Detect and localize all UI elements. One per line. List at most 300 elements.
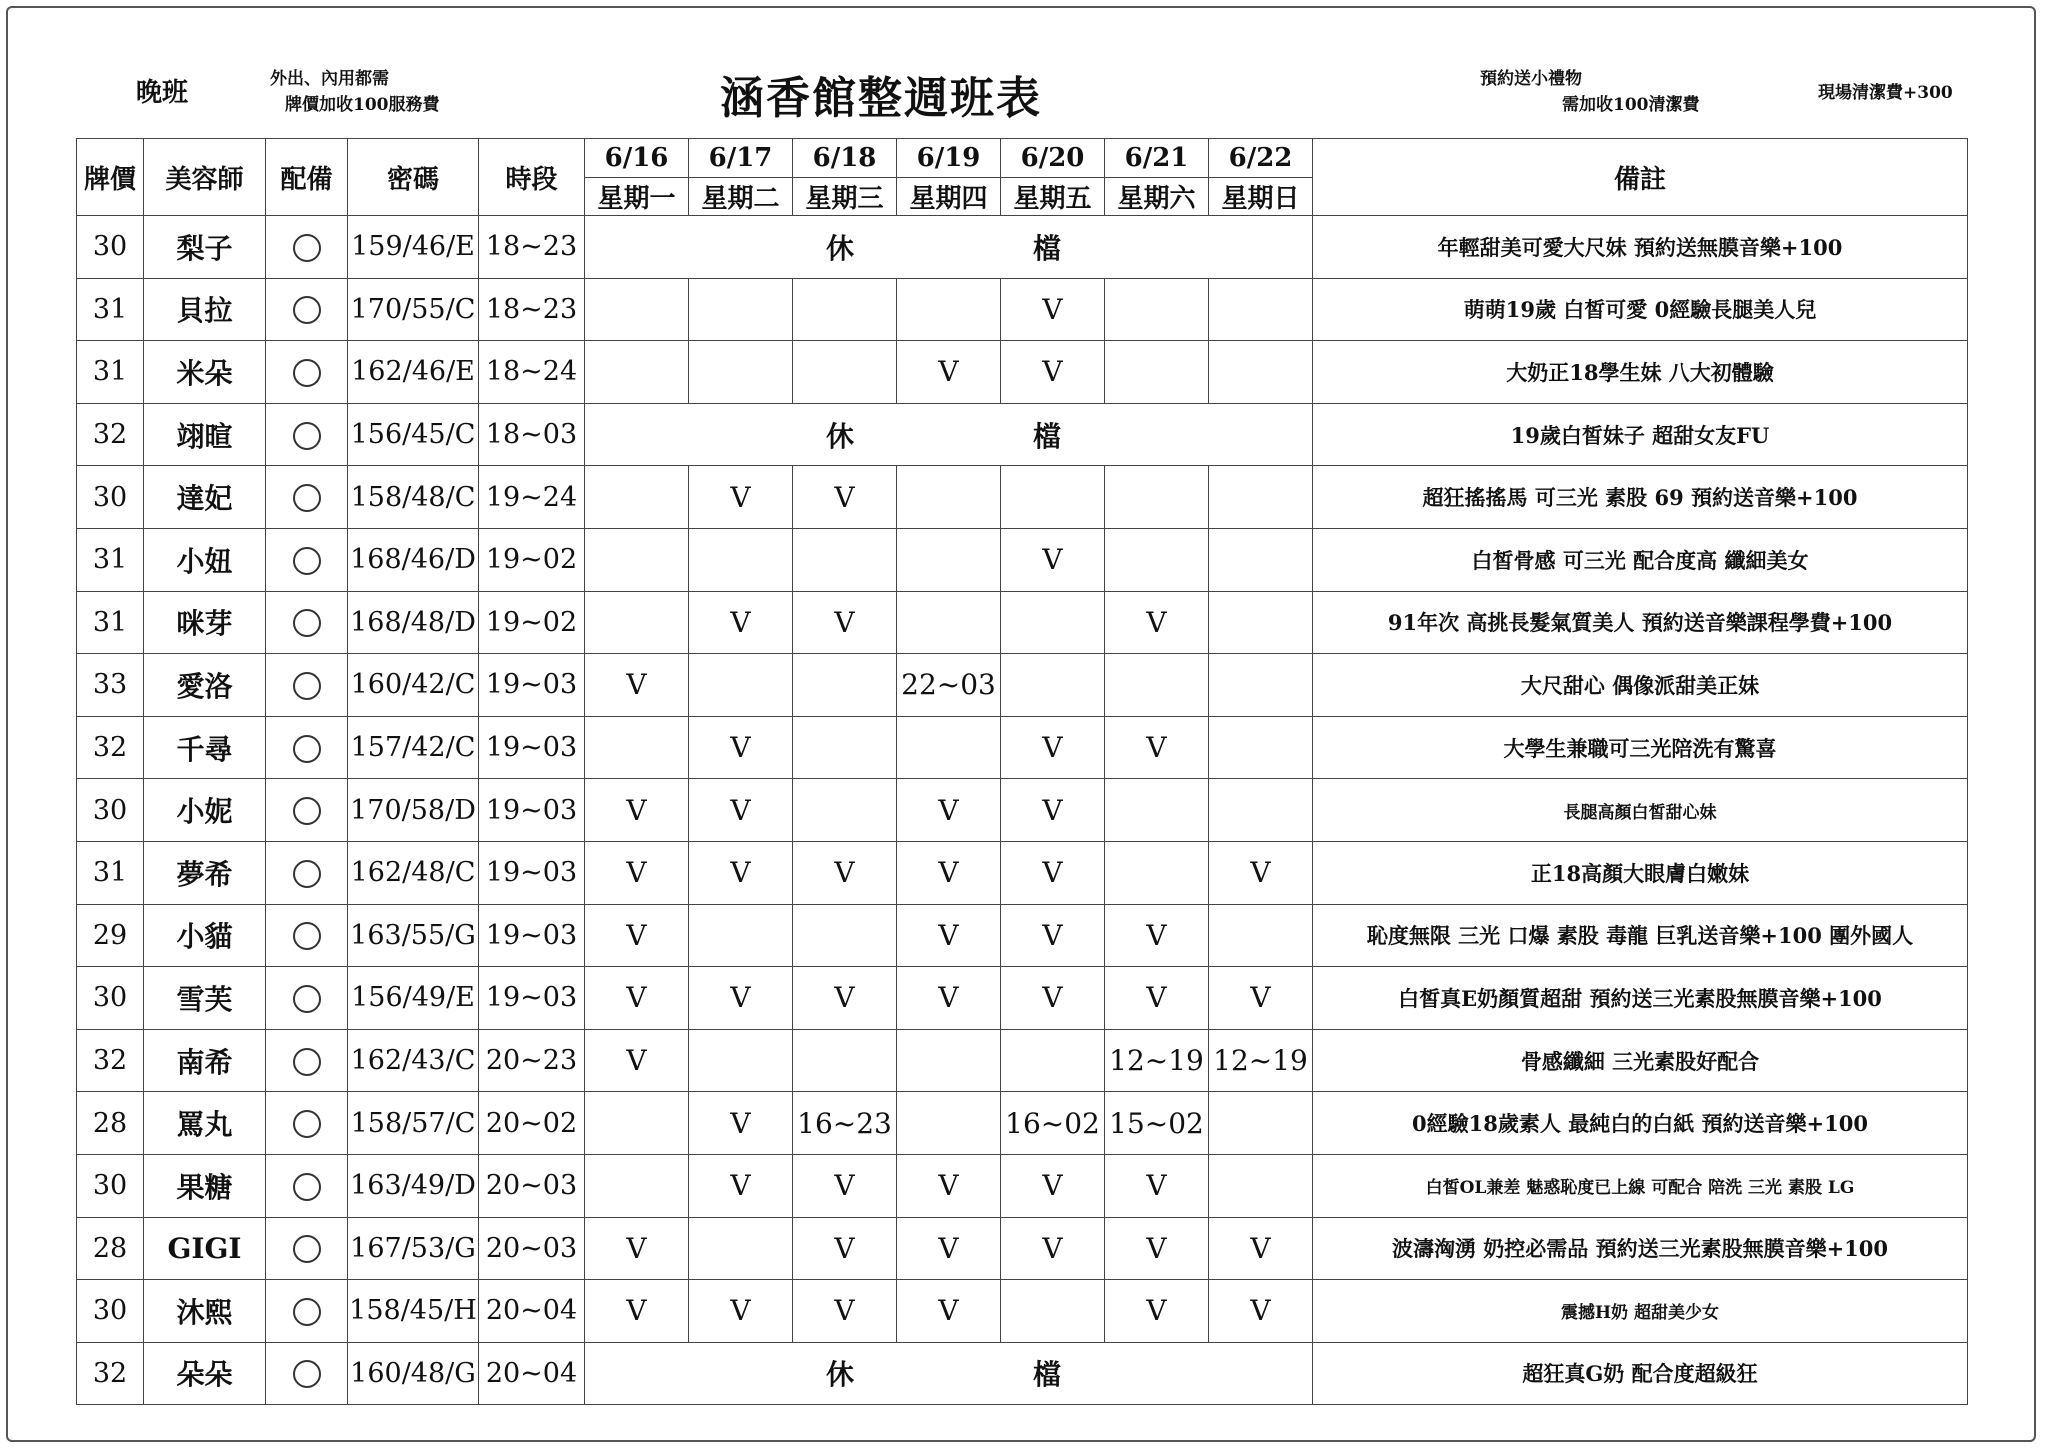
day-cell (1105, 528, 1209, 591)
weekly-schedule-table (76, 138, 1968, 1405)
day-cell (689, 904, 793, 967)
equip-cell (266, 841, 348, 904)
day-cell (793, 654, 897, 717)
day-off-cell (585, 1342, 1313, 1405)
price-cell: 31 (77, 528, 144, 591)
time-slot-cell: 20~03 (479, 1217, 585, 1280)
day-cell (1209, 278, 1313, 341)
remark-cell: 0經驗18歲素人 最純白的白紙 預約送音樂+100 (1313, 1092, 1968, 1155)
price-cell: 31 (77, 841, 144, 904)
day-cell: V (585, 1029, 689, 1092)
day-cell (1209, 654, 1313, 717)
stylist-name-cell: 咪芽 (144, 591, 266, 654)
stylist-name-cell: 小貓 (144, 904, 266, 967)
price-cell: 28 (77, 1092, 144, 1155)
col-header-time: 時段 (479, 139, 585, 216)
time-slot-cell: 20~04 (479, 1342, 585, 1405)
stylist-name-cell: 夢希 (144, 841, 266, 904)
remark-cell: 超狂搖搖馬 可三光 素股 69 預約送音樂+100 (1313, 466, 1968, 529)
day-cell: V (1001, 1217, 1105, 1280)
stylist-name-cell: 南希 (144, 1029, 266, 1092)
circle-mark-icon (293, 922, 321, 950)
day-cell: V (689, 841, 793, 904)
day-cell: V (897, 1217, 1001, 1280)
day-cell (585, 1092, 689, 1155)
day-cell: V (793, 1154, 897, 1217)
stylist-name-cell: 小妮 (144, 779, 266, 842)
day-cell: V (897, 841, 1001, 904)
stylist-name-cell: 朵朵 (144, 1342, 266, 1405)
time-slot-cell: 19~03 (479, 654, 585, 717)
remark-cell: 大奶正18學生妹 八大初體驗 (1313, 341, 1968, 404)
day-cell (585, 278, 689, 341)
day-cell: V (1209, 1280, 1313, 1343)
day-cell (1209, 528, 1313, 591)
col-header-date: 6/21 (1105, 139, 1209, 178)
password-cell: 170/58/D (348, 779, 479, 842)
price-cell: 29 (77, 904, 144, 967)
remark-cell: 長腿高顏白皙甜心妹 (1313, 779, 1968, 842)
day-off-label: 休 (826, 231, 855, 265)
day-cell: V (1001, 716, 1105, 779)
day-cell: V (585, 1217, 689, 1280)
time-slot-cell: 20~03 (479, 1154, 585, 1217)
password-cell: 160/48/G (348, 1342, 479, 1405)
equip-cell (266, 1092, 348, 1155)
table-row (77, 967, 1968, 1030)
day-cell: V (1209, 967, 1313, 1030)
table-row (77, 841, 1968, 904)
time-slot-cell: 18~24 (479, 341, 585, 404)
col-header-stylist: 美容師 (144, 139, 266, 216)
service-fee-note-line1: 外出、內用都需 (270, 69, 389, 89)
day-cell (793, 278, 897, 341)
day-cell (1001, 1029, 1105, 1092)
table-row (77, 216, 1968, 279)
price-cell: 32 (77, 1029, 144, 1092)
table-row (77, 403, 1968, 466)
day-cell (897, 1029, 1001, 1092)
price-cell: 31 (77, 591, 144, 654)
gift-note-line1: 預約送小禮物 (1480, 69, 1582, 89)
day-cell (1209, 1154, 1313, 1217)
password-cell: 168/46/D (348, 528, 479, 591)
stylist-name-cell: 沐熙 (144, 1280, 266, 1343)
remark-cell: 白皙真E奶顏質超甜 預約送三光素股無膜音樂+100 (1313, 967, 1968, 1030)
day-cell (1105, 841, 1209, 904)
time-slot-cell: 20~23 (479, 1029, 585, 1092)
day-cell (1001, 591, 1105, 654)
day-cell (689, 341, 793, 404)
equip-cell (266, 1029, 348, 1092)
circle-mark-icon (293, 484, 321, 512)
col-header-weekday: 星期日 (1209, 178, 1313, 216)
password-cell: 159/46/E (348, 216, 479, 279)
price-cell: 30 (77, 466, 144, 529)
day-cell: 15~02 (1105, 1092, 1209, 1155)
circle-mark-icon (293, 672, 321, 700)
day-cell: V (1001, 904, 1105, 967)
time-slot-cell: 18~23 (479, 216, 585, 279)
day-cell: V (689, 779, 793, 842)
day-cell: V (897, 967, 1001, 1030)
time-slot-cell: 19~03 (479, 904, 585, 967)
circle-mark-icon (293, 797, 321, 825)
time-slot-cell: 19~02 (479, 528, 585, 591)
day-cell: V (1001, 841, 1105, 904)
day-cell (897, 1092, 1001, 1155)
time-slot-cell: 18~23 (479, 278, 585, 341)
day-cell (1209, 716, 1313, 779)
day-cell: V (1105, 967, 1209, 1030)
day-cell: V (1105, 904, 1209, 967)
day-cell (793, 904, 897, 967)
price-cell: 30 (77, 216, 144, 279)
day-cell: V (689, 466, 793, 529)
col-header-date: 6/16 (585, 139, 689, 178)
circle-mark-icon (293, 1048, 321, 1076)
day-cell: 12~19 (1105, 1029, 1209, 1092)
day-cell: V (585, 904, 689, 967)
table-row (77, 716, 1968, 779)
circle-mark-icon (293, 985, 321, 1013)
table-row (77, 528, 1968, 591)
time-slot-cell: 18~03 (479, 403, 585, 466)
day-cell: V (1001, 341, 1105, 404)
day-cell (689, 528, 793, 591)
day-cell: V (1105, 1280, 1209, 1343)
day-cell: V (585, 779, 689, 842)
day-cell (585, 466, 689, 529)
day-cell: V (689, 1092, 793, 1155)
circle-mark-icon (293, 860, 321, 888)
time-slot-cell: 20~02 (479, 1092, 585, 1155)
stylist-name-cell: 愛洛 (144, 654, 266, 717)
table-row (77, 1280, 1968, 1343)
day-cell: V (1001, 779, 1105, 842)
circle-mark-icon (293, 1235, 321, 1263)
equip-cell (266, 716, 348, 779)
day-cell (1001, 654, 1105, 717)
password-cell: 167/53/G (348, 1217, 479, 1280)
day-cell: V (1209, 1217, 1313, 1280)
password-cell: 162/48/C (348, 841, 479, 904)
day-cell: V (1105, 591, 1209, 654)
remark-cell: 白皙骨感 可三光 配合度高 纖細美女 (1313, 528, 1968, 591)
password-cell: 162/43/C (348, 1029, 479, 1092)
day-cell: V (897, 341, 1001, 404)
cleaning-fee-note: 現場清潔費+300 (1818, 83, 1953, 103)
day-cell (1105, 466, 1209, 529)
day-cell (689, 654, 793, 717)
remark-cell: 恥度無限 三光 口爆 素股 毒龍 巨乳送音樂+100 團外國人 (1313, 904, 1968, 967)
day-cell (793, 779, 897, 842)
shift-label: 晚班 (136, 78, 189, 108)
stylist-name-cell: 貝拉 (144, 278, 266, 341)
equip-cell (266, 528, 348, 591)
day-cell: V (585, 654, 689, 717)
table-row (77, 1154, 1968, 1217)
table-row (77, 1029, 1968, 1092)
day-cell: 12~19 (1209, 1029, 1313, 1092)
day-cell: V (793, 841, 897, 904)
col-header-password: 密碼 (348, 139, 479, 216)
password-cell: 156/49/E (348, 967, 479, 1030)
time-slot-cell: 19~03 (479, 716, 585, 779)
col-header-date: 6/17 (689, 139, 793, 178)
day-off-cell (585, 216, 1313, 279)
stylist-name-cell: 翊暄 (144, 403, 266, 466)
remark-cell: 年輕甜美可愛大尺妹 預約送無膜音樂+100 (1313, 216, 1968, 279)
stylist-name-cell: 罵丸 (144, 1092, 266, 1155)
page-title: 涵香館整週班表 (720, 73, 1042, 124)
equip-cell (266, 904, 348, 967)
table-row (77, 591, 1968, 654)
time-slot-cell: 19~03 (479, 967, 585, 1030)
equip-cell (266, 216, 348, 279)
equip-cell (266, 1154, 348, 1217)
stylist-name-cell: 雪芙 (144, 967, 266, 1030)
day-cell (585, 528, 689, 591)
password-cell: 170/55/C (348, 278, 479, 341)
day-cell (1105, 654, 1209, 717)
price-cell: 28 (77, 1217, 144, 1280)
day-cell: V (1209, 841, 1313, 904)
equip-cell (266, 1342, 348, 1405)
day-cell (1209, 591, 1313, 654)
stylist-name-cell: 達妃 (144, 466, 266, 529)
day-cell (1209, 1092, 1313, 1155)
gift-note-line2: 需加收100清潔費 (1562, 95, 1700, 115)
time-slot-cell: 19~03 (479, 841, 585, 904)
day-cell (1001, 1280, 1105, 1343)
remark-cell: 震撼H奶 超甜美少女 (1313, 1280, 1968, 1343)
price-cell: 33 (77, 654, 144, 717)
day-cell: V (1001, 1154, 1105, 1217)
remark-cell: 波濤洶湧 奶控必需品 預約送三光素股無膜音樂+100 (1313, 1217, 1968, 1280)
remark-cell: 白皙OL兼差 魅惑恥度已上線 可配合 陪洗 三光 素股 LG (1313, 1154, 1968, 1217)
day-cell: 16~02 (1001, 1092, 1105, 1155)
day-cell: V (793, 1217, 897, 1280)
col-header-price: 牌價 (77, 139, 144, 216)
day-off-label: 休 (826, 1358, 855, 1392)
time-slot-cell: 19~03 (479, 779, 585, 842)
day-cell: V (897, 904, 1001, 967)
day-cell (689, 1029, 793, 1092)
circle-mark-icon (293, 1110, 321, 1138)
table-row (77, 904, 1968, 967)
day-cell: V (1001, 278, 1105, 341)
day-cell: V (689, 967, 793, 1030)
day-cell: V (689, 1154, 793, 1217)
equip-cell (266, 654, 348, 717)
day-cell (897, 466, 1001, 529)
day-cell: V (793, 591, 897, 654)
password-cell: 163/49/D (348, 1154, 479, 1217)
day-cell (1105, 278, 1209, 341)
remark-cell: 萌萌19歲 白皙可愛 0經驗長腿美人兒 (1313, 278, 1968, 341)
password-cell: 156/45/C (348, 403, 479, 466)
stylist-name-cell: 米朵 (144, 341, 266, 404)
circle-mark-icon (293, 422, 321, 450)
stylist-name-cell: 梨子 (144, 216, 266, 279)
day-cell: V (1105, 1217, 1209, 1280)
table-row (77, 466, 1968, 529)
price-cell: 30 (77, 1154, 144, 1217)
day-cell (897, 278, 1001, 341)
day-off-label: 檔 (1033, 419, 1062, 453)
remark-cell: 大學生兼職可三光陪洗有驚喜 (1313, 716, 1968, 779)
price-cell: 32 (77, 1342, 144, 1405)
table-row (77, 341, 1968, 404)
day-cell: V (689, 1280, 793, 1343)
col-header-date: 6/18 (793, 139, 897, 178)
price-cell: 30 (77, 1280, 144, 1343)
circle-mark-icon (293, 1360, 321, 1388)
password-cell: 162/46/E (348, 341, 479, 404)
day-cell (793, 716, 897, 779)
stylist-name-cell: 小妞 (144, 528, 266, 591)
day-cell (689, 1217, 793, 1280)
day-off-cell (585, 403, 1313, 466)
equip-cell (266, 779, 348, 842)
price-cell: 32 (77, 716, 144, 779)
circle-mark-icon (293, 547, 321, 575)
remark-cell: 正18高顏大眼膚白嫩妹 (1313, 841, 1968, 904)
day-cell (585, 341, 689, 404)
price-cell: 31 (77, 341, 144, 404)
service-fee-note-line2: 牌價加收100服務費 (285, 95, 440, 115)
day-cell: V (585, 841, 689, 904)
day-cell (1209, 779, 1313, 842)
table-row (77, 1217, 1968, 1280)
day-cell (897, 716, 1001, 779)
table-row (77, 654, 1968, 717)
day-cell (689, 278, 793, 341)
circle-mark-icon (293, 296, 321, 324)
circle-mark-icon (293, 735, 321, 763)
day-off-label: 檔 (1033, 1358, 1062, 1392)
col-header-date: 6/20 (1001, 139, 1105, 178)
day-cell: 16~23 (793, 1092, 897, 1155)
equip-cell (266, 466, 348, 529)
day-cell: 22~03 (897, 654, 1001, 717)
price-cell: 31 (77, 278, 144, 341)
header-row-dates (77, 139, 1968, 178)
stylist-name-cell: 千尋 (144, 716, 266, 779)
col-header-remark: 備註 (1313, 139, 1968, 216)
day-cell (1105, 779, 1209, 842)
password-cell: 160/42/C (348, 654, 479, 717)
col-header-weekday: 星期一 (585, 178, 689, 216)
col-header-weekday: 星期五 (1001, 178, 1105, 216)
day-cell (897, 528, 1001, 591)
day-cell: V (689, 591, 793, 654)
day-cell (897, 591, 1001, 654)
password-cell: 157/42/C (348, 716, 479, 779)
equip-cell (266, 1217, 348, 1280)
equip-cell (266, 967, 348, 1030)
time-slot-cell: 20~04 (479, 1280, 585, 1343)
day-off-label: 休 (826, 419, 855, 453)
day-cell: V (793, 967, 897, 1030)
price-cell: 30 (77, 779, 144, 842)
col-header-date: 6/19 (897, 139, 1001, 178)
day-cell (1105, 341, 1209, 404)
remark-cell: 91年次 高挑長髮氣質美人 預約送音樂課程學費+100 (1313, 591, 1968, 654)
equip-cell (266, 1280, 348, 1343)
day-off-label: 檔 (1033, 231, 1062, 265)
remark-cell: 超狂真G奶 配合度超級狂 (1313, 1342, 1968, 1405)
day-cell (585, 1154, 689, 1217)
time-slot-cell: 19~02 (479, 591, 585, 654)
day-cell: V (585, 1280, 689, 1343)
col-header-date: 6/22 (1209, 139, 1313, 178)
day-cell (1209, 341, 1313, 404)
password-cell: 168/48/D (348, 591, 479, 654)
time-slot-cell: 19~24 (479, 466, 585, 529)
equip-cell (266, 403, 348, 466)
remark-cell: 大尺甜心 偶像派甜美正妹 (1313, 654, 1968, 717)
password-cell: 163/55/G (348, 904, 479, 967)
remark-cell: 骨感纖細 三光素股好配合 (1313, 1029, 1968, 1092)
col-header-weekday: 星期四 (897, 178, 1001, 216)
col-header-weekday: 星期三 (793, 178, 897, 216)
equip-cell (266, 278, 348, 341)
circle-mark-icon (293, 1173, 321, 1201)
price-cell: 32 (77, 403, 144, 466)
table-row (77, 779, 1968, 842)
day-cell: V (793, 466, 897, 529)
day-cell: V (1105, 1154, 1209, 1217)
day-cell: V (585, 967, 689, 1030)
password-cell: 158/45/H (348, 1280, 479, 1343)
day-cell (585, 591, 689, 654)
equip-cell (266, 341, 348, 404)
day-cell (793, 528, 897, 591)
stylist-name-cell: GIGI (144, 1217, 266, 1280)
stylist-name-cell: 果糖 (144, 1154, 266, 1217)
day-cell: V (897, 1154, 1001, 1217)
day-cell: V (1001, 967, 1105, 1030)
circle-mark-icon (293, 359, 321, 387)
day-cell (1209, 466, 1313, 529)
day-cell (585, 716, 689, 779)
price-cell: 30 (77, 967, 144, 1030)
col-header-weekday: 星期二 (689, 178, 793, 216)
day-cell (1209, 904, 1313, 967)
table-row (77, 1092, 1968, 1155)
day-cell (1001, 466, 1105, 529)
day-cell: V (1105, 716, 1209, 779)
day-cell: V (897, 1280, 1001, 1343)
circle-mark-icon (293, 234, 321, 262)
remark-cell: 19歲白皙妹子 超甜女友FU (1313, 403, 1968, 466)
day-cell (793, 1029, 897, 1092)
day-cell: V (689, 716, 793, 779)
day-cell: V (897, 779, 1001, 842)
circle-mark-icon (293, 1298, 321, 1326)
schedule-body (77, 216, 1968, 1405)
password-cell: 158/57/C (348, 1092, 479, 1155)
password-cell: 158/48/C (348, 466, 479, 529)
col-header-weekday: 星期六 (1105, 178, 1209, 216)
circle-mark-icon (293, 609, 321, 637)
table-row (77, 278, 1968, 341)
day-cell: V (1001, 528, 1105, 591)
col-header-equip: 配備 (266, 139, 348, 216)
table-row (77, 1342, 1968, 1405)
